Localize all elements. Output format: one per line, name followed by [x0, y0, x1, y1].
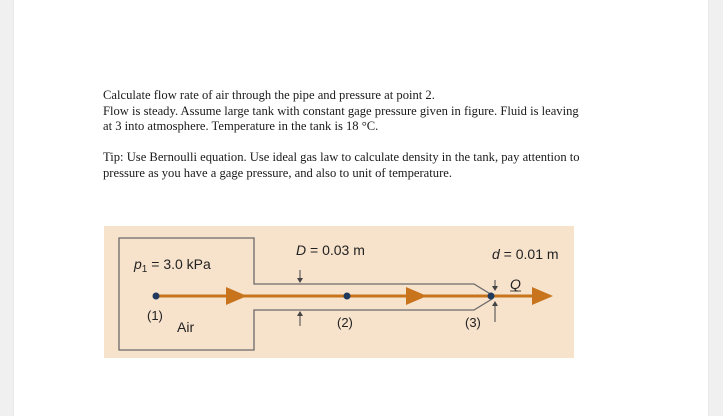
tank-pipe-figure: [104, 226, 574, 358]
problem-line: Calculate flow rate of air through the pipe and pressure at point 2.: [103, 88, 435, 102]
problem-statement: [103, 88, 643, 135]
tip-line: pressure as you have a gage pressure, and also to unit of temperature.: [103, 165, 453, 180]
point-1-marker: [153, 293, 160, 300]
exit-diameter-label: d = 0.01 m: [492, 246, 559, 262]
problem-line: at 3 into atmosphere. Temperature in the tank is 18 °C.: [103, 119, 379, 133]
document-page: [14, 0, 708, 416]
point-3-label: (3): [465, 315, 481, 330]
pipe-diameter-label: D = 0.03 m: [296, 242, 365, 258]
tip-line: Tip: Use Bernoulli equation. Use ideal gas law to calculate density in the tank, pay attention to: [103, 150, 580, 164]
fluid-label: Air: [177, 319, 195, 335]
flow-rate-label: Q: [510, 276, 521, 292]
pressure-label: $p_1 = 3.0$ kPa: [134, 256, 211, 275]
point-2-label: (2): [337, 315, 353, 330]
problem-line: Flow is steady. Assume large tank with constant gage pressure given in figure. Fluid is leaving: [103, 103, 579, 118]
point-2-marker: [344, 293, 351, 300]
tip-paragraph: [103, 150, 643, 181]
point-1-label: (1): [147, 308, 163, 323]
figure-svg: [104, 226, 574, 358]
point-3-marker: [488, 293, 495, 300]
